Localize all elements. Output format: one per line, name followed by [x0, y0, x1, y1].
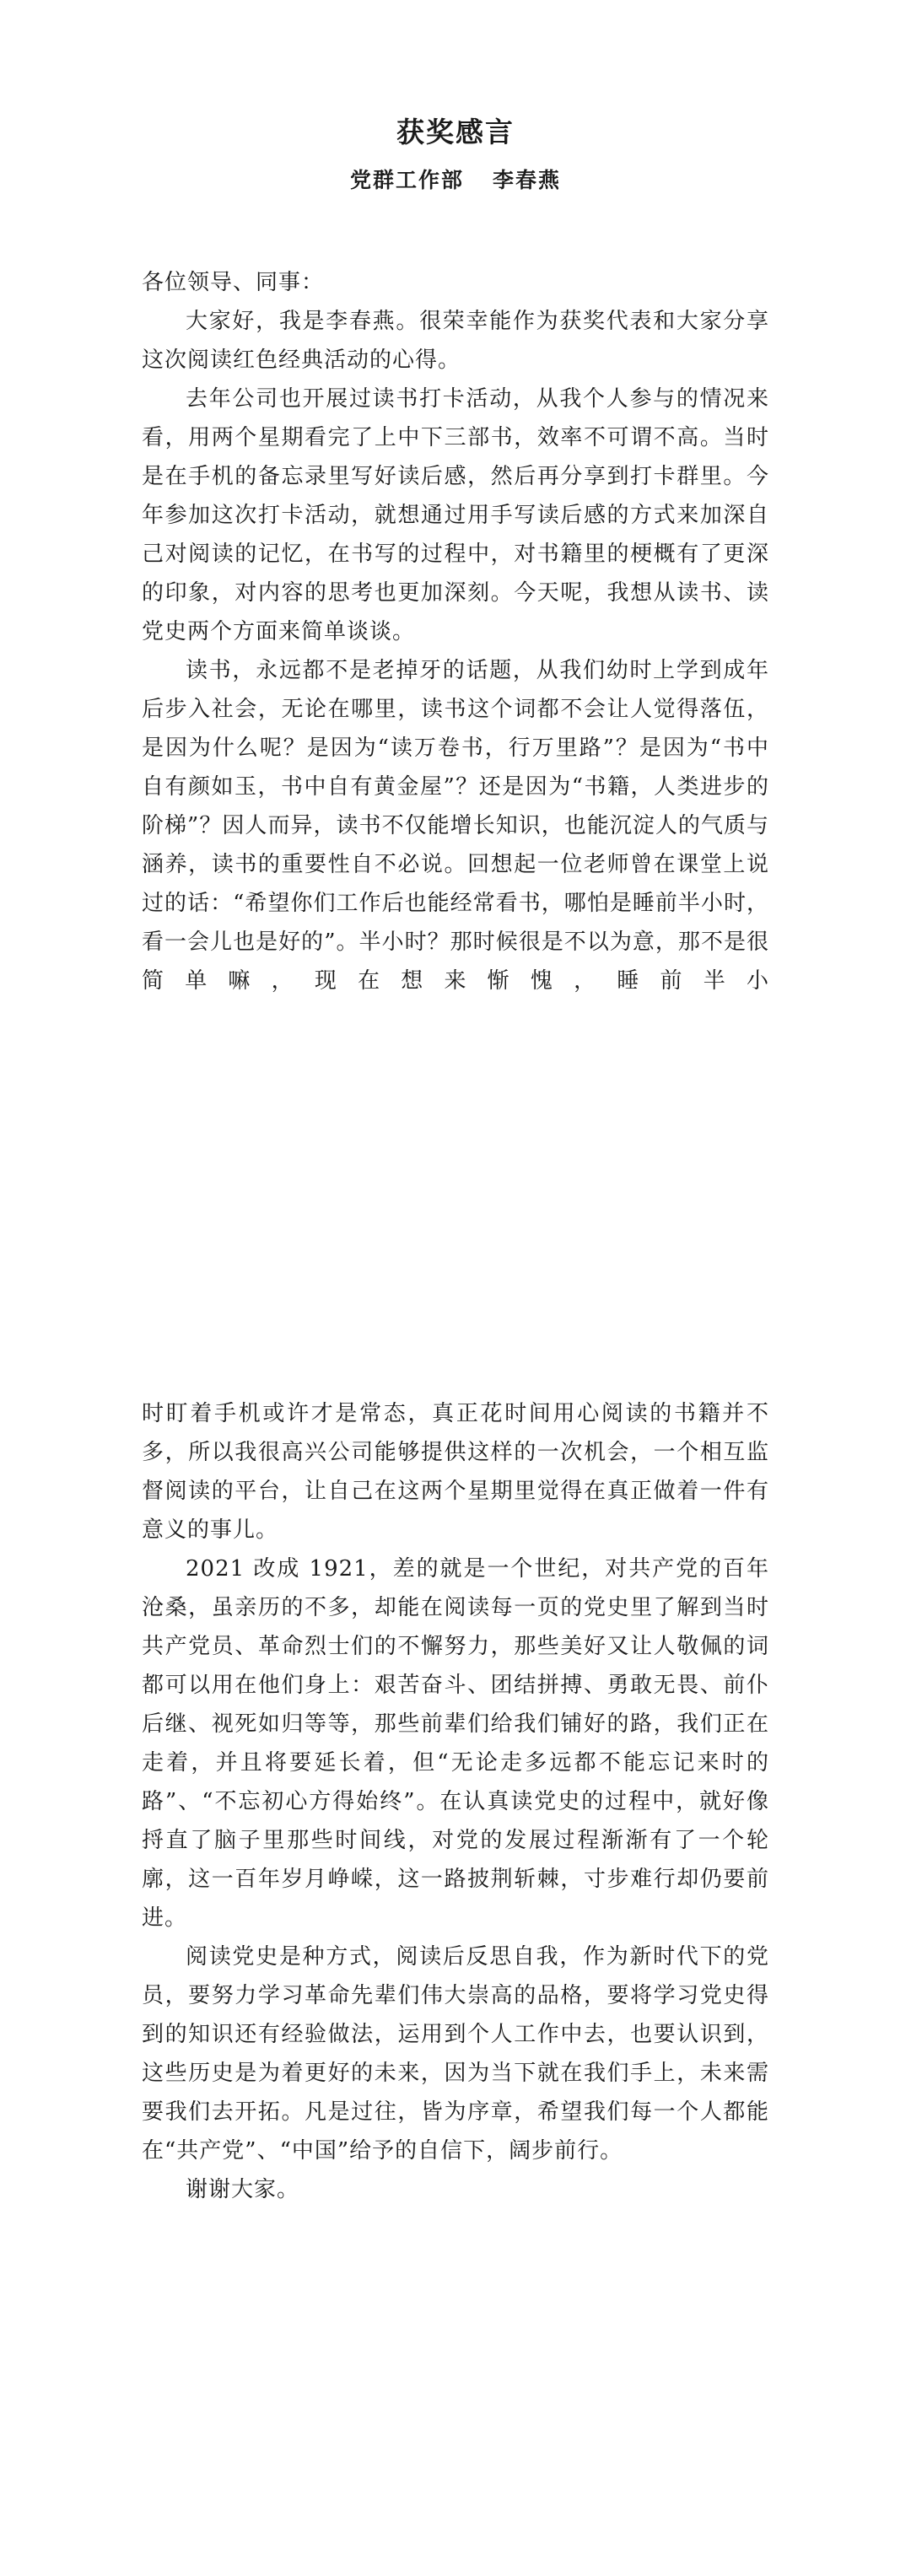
paragraph-reading-continued: 时盯着手机或许才是常态，真正花时间用心阅读的书籍并不多，所以我很高兴公司能够提供这样的一次机会，一个相互监督阅读的平台，让自己在这两个星期里觉得在真正做着一件有意义的事儿。: [142, 1401, 769, 1543]
paragraph-party-history: 2021 改成 1921，差的就是一个世纪，对共产党的百年沧桑，虽亲历的不多，却能在阅读每一页的党史里了解到当时共产党员、革命烈士们的不懈努力，那些美好又让人敬佩的词都可以用在他们身上：艰苦奋斗、团结拼搏、勇敢无畏、前仆后继、视死如归等等，那些前辈们给我们铺好的路，我们正在走着，并且将要延长着，但“无论走多远都不能忘记来时的路”、“不忘初心方得始终”。在认真读党史的过程中，就好像捋直了脑子里那些时间线，对党的发展过程渐渐有了一个轮廓，这一百年岁月峥嵘，这一路披荆斩棘，寸步难行却仍要前进。: [142, 1556, 769, 1931]
paragraph-last-year-activity: 去年公司也开展过读书打卡活动，从我个人参与的情况来看，用两个星期看完了上中下三部书，效率不可谓不高。当时是在手机的备忘录里写好读后感，然后再分享到打卡群里。今年参加这次打卡活动，就想通过用手写读后感的方式来加深自己对阅读的记忆，在书写的过程中，对书籍里的梗概有了更深的印象，对内容的思考也更加深刻。今天呢，我想从读书、读党史两个方面来简单谈谈。: [142, 386, 769, 644]
author-name: 李春燕: [493, 168, 562, 192]
speech-body-part-2: [142, 1394, 769, 2209]
paragraph-reading: 读书，永远都不是老掉牙的话题，从我们幼时上学到成年后步入社会，无论在哪里，读书这个词都不会让人觉得落伍，是因为什么呢？是因为“读万卷书，行万里路”？是因为“书中自有颜如玉，书中自有黄金屋”？还是因为“书籍，人类进步的阶梯”？因人而异，读书不仅能增长知识，也能沉淀人的气质与涵养，读书的重要性自不必说。回想起一位老师曾在课堂上说过的话：“希望你们工作后也能经常看书，哪怕是睡前半小时，看一会儿也是好的”。半小时？那时候很是不以为意，那不是很简单嘛，现在想来惭愧，睡前半小: [142, 658, 769, 994]
byline: [0, 165, 911, 196]
salutation: 各位领导、同事：: [142, 270, 325, 295]
paragraph-thanks: 谢谢大家。: [186, 2177, 300, 2202]
author-department: 党群工作部: [349, 168, 464, 192]
paragraph-greeting: 大家好，我是李春燕。很荣幸能作为获奖代表和大家分享这次阅读红色经典活动的心得。: [142, 309, 769, 373]
paragraph-reflection: 阅读党史是种方式，阅读后反思自我，作为新时代下的党员，要努力学习革命先辈们伟大崇高的品格，要将学习党史得到的知识还有经验做法，运用到个人工作中去，也要认识到，这些历史是为着更好的未来，因为当下就在我们手上，未来需要我们去开拓。凡是过往，皆为序章，希望我们每一个人都能在“共产党”、“中国”给予的自信下，阔步前行。: [142, 1944, 769, 2164]
speech-title: 获奖感言: [396, 116, 515, 148]
speech-body-part-1: [142, 263, 769, 1000]
